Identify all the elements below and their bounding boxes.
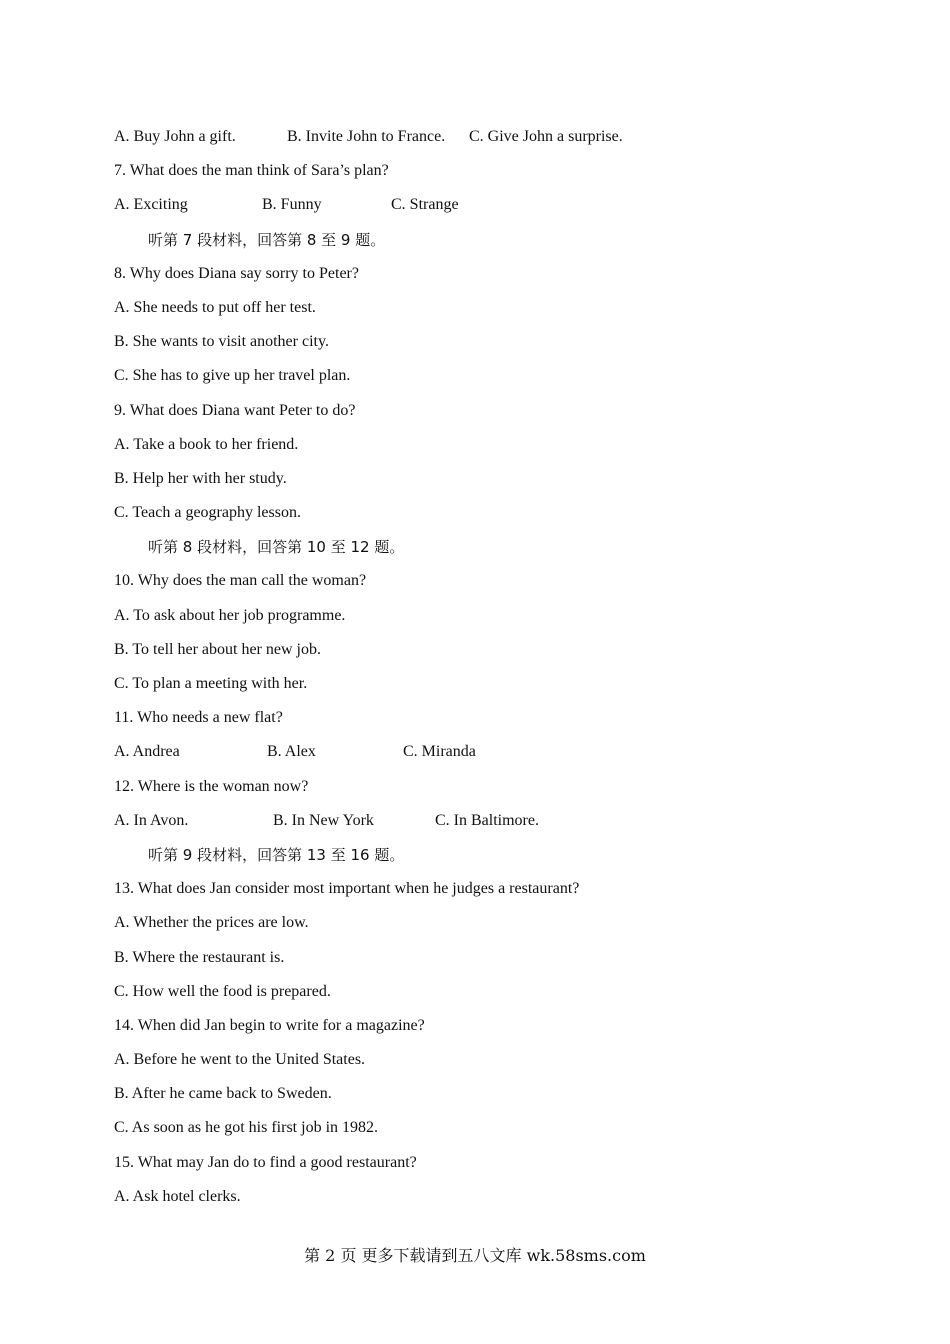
answer-option: B. Invite John to France. xyxy=(287,128,446,145)
answer-options-row xyxy=(114,739,874,773)
question-text: 10. Why does the man call the woman? xyxy=(114,572,367,590)
answer-option: C. Teach a geography lesson. xyxy=(114,504,301,522)
answer-option: A. Andrea xyxy=(114,743,180,761)
answer-option: C. Miranda xyxy=(403,743,476,761)
answer-option: C. To plan a meeting with her. xyxy=(114,675,308,692)
question-text: 12. Where is the woman now? xyxy=(114,777,309,795)
answer-option: B. After he came back to Sweden. xyxy=(114,1085,332,1103)
page-footer: 第 2 页 更多下载请到五八文库 wk.58sms.com xyxy=(304,1246,646,1265)
answer-option: B. She wants to visit another city. xyxy=(114,333,329,351)
answer-option: A. She needs to put off her test. xyxy=(114,298,316,316)
exam-content xyxy=(114,124,874,1218)
answer-option: B. Funny xyxy=(262,196,322,214)
answer-option: A. Buy John a gift. xyxy=(114,128,236,145)
question-text: 14. When did Jan begin to write for a magazine? xyxy=(114,1016,425,1034)
question-text: 9. What does Diana want Peter to do? xyxy=(114,401,356,419)
section-instruction: 听第 8 段材料，回答第 10 至 12 题。 xyxy=(148,538,405,557)
answer-option: C. She has to give up her travel plan. xyxy=(114,367,351,385)
question-text: 15. What may Jan do to find a good restaurant? xyxy=(114,1153,417,1171)
answer-option: A. Exciting xyxy=(114,196,188,214)
section-instruction: 听第 7 段材料，回答第 8 至 9 题。 xyxy=(148,230,386,249)
answer-option: C. How well the food is prepared. xyxy=(114,982,331,1000)
answer-options-row xyxy=(114,808,874,842)
answer-option: C. Give John a surprise. xyxy=(469,128,623,145)
answer-option: C. In Baltimore. xyxy=(435,811,539,829)
answer-option: A. Before he went to the United States. xyxy=(114,1051,366,1069)
answer-option: A. In Avon. xyxy=(114,811,189,829)
answer-option: A. Whether the prices are low. xyxy=(114,914,309,932)
answer-option: B. In New York xyxy=(273,811,374,829)
answer-options-row xyxy=(114,192,874,226)
question-text: 8. Why does Diana say sorry to Peter? xyxy=(114,264,359,282)
answer-option: C. Strange xyxy=(391,196,459,214)
answer-option: A. Ask hotel clerks. xyxy=(114,1187,241,1205)
answer-option: B. To tell her about her new job. xyxy=(114,640,321,658)
answer-option: C. As soon as he got his first job in 1982. xyxy=(114,1119,379,1137)
answer-option: A. To ask about her job programme. xyxy=(114,606,346,624)
question-text: 11. Who needs a new flat? xyxy=(114,709,283,727)
question-text: 13. What does Jan consider most important when he judges a restaurant? xyxy=(114,880,580,898)
answer-options-row xyxy=(114,124,874,158)
answer-option: B. Alex xyxy=(267,743,316,761)
answer-option: B. Where the restaurant is. xyxy=(114,948,285,966)
section-instruction: 听第 9 段材料，回答第 13 至 16 题。 xyxy=(148,845,405,864)
answer-option: B. Help her with her study. xyxy=(114,469,287,487)
answer-option: A. Take a book to her friend. xyxy=(114,435,299,453)
question-text: 7. What does the man think of Sara’s plan? xyxy=(114,162,389,180)
